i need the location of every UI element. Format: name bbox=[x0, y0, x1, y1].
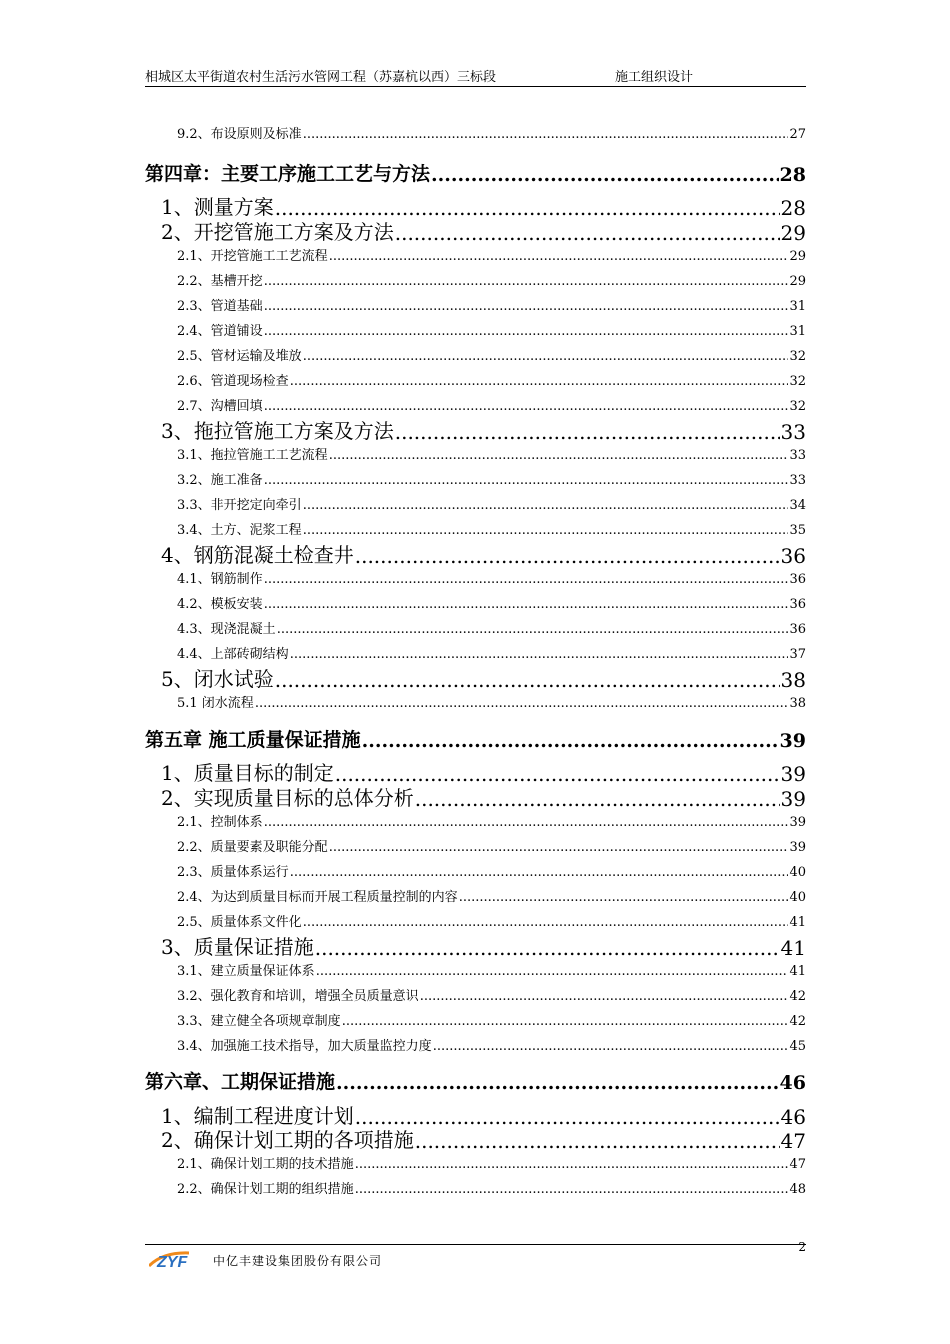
toc-entry[interactable] bbox=[145, 1154, 806, 1172]
header-project-title: 相城区太平街道农村生活污水管网工程（苏嘉杭以西）三标段 bbox=[145, 70, 497, 85]
toc-entry-page: 33 bbox=[789, 448, 806, 463]
toc-entry[interactable] bbox=[145, 396, 806, 414]
toc-dot-leader bbox=[395, 420, 780, 444]
toc-entry-title: 3.2、施工准备 bbox=[177, 473, 263, 488]
toc-entry-page: 28 bbox=[779, 164, 806, 186]
toc-entry-title: 2.2、基槽开挖 bbox=[177, 274, 263, 289]
toc-entry-page: 48 bbox=[789, 1182, 806, 1197]
toc-entry[interactable] bbox=[145, 594, 806, 612]
toc-entry-page: 45 bbox=[789, 1039, 806, 1054]
toc-entry-page: 39 bbox=[780, 762, 806, 786]
toc-dot-leader bbox=[355, 1182, 789, 1197]
toc-entry[interactable] bbox=[145, 961, 806, 979]
toc-entry-page: 29 bbox=[780, 221, 806, 245]
toc-entry-title: 2.5、管材运输及堆放 bbox=[177, 349, 302, 364]
toc-entry[interactable] bbox=[145, 1179, 806, 1197]
header-document-type: 施工组织设计 bbox=[615, 70, 694, 85]
toc-dot-leader bbox=[275, 668, 780, 692]
toc-entry[interactable] bbox=[145, 693, 806, 711]
toc-dot-leader bbox=[433, 1039, 789, 1054]
toc-dot-leader bbox=[329, 448, 789, 463]
toc-entry-title: 2.7、沟槽回填 bbox=[177, 399, 263, 414]
toc-dot-leader bbox=[255, 696, 789, 711]
toc-entry-page: 39 bbox=[780, 787, 806, 811]
toc-dot-leader bbox=[264, 399, 789, 414]
toc-entry-title: 1、质量目标的制定 bbox=[161, 761, 334, 785]
toc-entry-title: 2.2、确保计划工期的组织措施 bbox=[177, 1182, 354, 1197]
toc-dot-leader bbox=[264, 299, 789, 314]
toc-entry-page: 31 bbox=[789, 324, 806, 339]
toc-entry-title: 5.1 闭水流程 bbox=[177, 696, 254, 711]
toc-dot-leader bbox=[264, 473, 789, 488]
toc-entry-title: 2、实现质量目标的总体分析 bbox=[161, 786, 414, 810]
toc-entry-page: 46 bbox=[779, 1072, 806, 1094]
toc-entry[interactable] bbox=[145, 418, 806, 444]
toc-entry[interactable] bbox=[145, 219, 806, 245]
toc-entry-page: 38 bbox=[789, 696, 806, 711]
toc-entry[interactable] bbox=[145, 1011, 806, 1029]
toc-entry-title: 1、编制工程进度计划 bbox=[161, 1104, 354, 1128]
toc-dot-leader bbox=[303, 523, 789, 538]
toc-entry-page: 36 bbox=[780, 544, 806, 568]
toc-entry-title: 4.1、钢筋制作 bbox=[177, 572, 263, 587]
toc-entry-title: 4.3、现浇混凝土 bbox=[177, 622, 276, 637]
toc-entry-title: 2.2、质量要素及职能分配 bbox=[177, 840, 328, 855]
toc-dot-leader bbox=[415, 787, 780, 811]
toc-entry-title: 4.2、模板安装 bbox=[177, 597, 263, 612]
toc-dot-leader bbox=[329, 249, 789, 264]
toc-entry-title: 3、质量保证措施 bbox=[161, 935, 314, 959]
toc-entry-page: 31 bbox=[789, 299, 806, 314]
toc-entry[interactable] bbox=[145, 346, 806, 364]
toc-entry-title: 第五章 施工质量保证措施 bbox=[145, 729, 361, 751]
toc-dot-leader bbox=[415, 1129, 780, 1153]
toc-entry[interactable] bbox=[145, 887, 806, 905]
toc-entry[interactable] bbox=[145, 862, 806, 880]
toc-entry-title: 3.2、强化教育和培训，增强全员质量意识 bbox=[177, 989, 419, 1004]
toc-entry[interactable] bbox=[145, 785, 806, 811]
toc-entry-title: 3.4、土方、泥浆工程 bbox=[177, 523, 302, 538]
toc-dot-leader bbox=[362, 730, 779, 752]
toc-dot-leader bbox=[395, 221, 780, 245]
toc-entry[interactable] bbox=[145, 619, 806, 637]
toc-dot-leader bbox=[264, 274, 789, 289]
toc-entry-page: 47 bbox=[789, 1157, 806, 1172]
toc-dot-leader bbox=[342, 1014, 789, 1029]
toc-entry[interactable] bbox=[145, 271, 806, 289]
toc-entry[interactable] bbox=[145, 644, 806, 662]
toc-dot-leader bbox=[420, 989, 789, 1004]
toc-entry[interactable] bbox=[145, 321, 806, 339]
toc-entry-title: 2.3、管道基础 bbox=[177, 299, 263, 314]
toc-entry-title: 2.1、开挖管施工工艺流程 bbox=[177, 249, 328, 264]
page-footer bbox=[145, 1240, 806, 1274]
toc-entry-title: 2.3、质量体系运行 bbox=[177, 865, 289, 880]
toc-entry-page: 41 bbox=[789, 964, 806, 979]
footer-company-name: 中亿丰建设集团股份有限公司 bbox=[213, 1254, 383, 1268]
toc-entry-title: 2.1、确保计划工期的技术措施 bbox=[177, 1157, 354, 1172]
toc-entry-title: 2、开挖管施工方案及方法 bbox=[161, 220, 394, 244]
toc-entry-page: 32 bbox=[789, 349, 806, 364]
toc-entry-title: 第四章：主要工序施工工艺与方法 bbox=[145, 163, 431, 185]
toc-entry-title: 3.1、建立质量保证体系 bbox=[177, 964, 315, 979]
toc-entry-page: 27 bbox=[789, 127, 806, 142]
toc-entry-title: 5、闭水试验 bbox=[161, 667, 274, 691]
toc-entry-page: 40 bbox=[789, 890, 806, 905]
svg-text:ZYF: ZYF bbox=[157, 1254, 188, 1270]
page-number: 2 bbox=[798, 1240, 806, 1254]
toc-dot-leader bbox=[329, 840, 789, 855]
footer-rule bbox=[145, 1244, 806, 1245]
toc-dot-leader bbox=[459, 890, 789, 905]
toc-entry[interactable] bbox=[145, 666, 806, 692]
toc-entry[interactable] bbox=[145, 934, 806, 960]
toc-entry[interactable] bbox=[145, 569, 806, 587]
toc-entry-page: 36 bbox=[789, 597, 806, 612]
toc-entry-title: 3.3、建立健全各项规章制度 bbox=[177, 1014, 341, 1029]
toc-entry-page: 28 bbox=[780, 196, 806, 220]
toc-entry-page: 29 bbox=[789, 274, 806, 289]
page-header bbox=[145, 64, 806, 87]
toc-entry-title: 2.5、质量体系文件化 bbox=[177, 915, 302, 930]
toc-entry-title: 2、确保计划工期的各项措施 bbox=[161, 1128, 414, 1152]
toc-dot-leader bbox=[336, 1072, 779, 1094]
toc-entry-page: 46 bbox=[780, 1105, 806, 1129]
toc-dot-leader bbox=[290, 865, 789, 880]
toc-entry-page: 29 bbox=[789, 249, 806, 264]
toc-entry-page: 42 bbox=[789, 1014, 806, 1029]
toc-entry-title: 4.4、上部砖砌结构 bbox=[177, 647, 289, 662]
toc-entry[interactable] bbox=[145, 1068, 806, 1094]
toc-entry-title: 2.4、管道铺设 bbox=[177, 324, 263, 339]
toc-entry[interactable] bbox=[145, 296, 806, 314]
toc-entry[interactable] bbox=[145, 542, 806, 568]
toc-entry-title: 3.3、非开挖定向牵引 bbox=[177, 498, 302, 513]
company-logo-icon bbox=[149, 1250, 207, 1270]
toc-entry-title: 4、钢筋混凝土检查井 bbox=[161, 543, 354, 567]
toc-dot-leader bbox=[355, 1105, 780, 1129]
toc-dot-leader bbox=[316, 964, 789, 979]
toc-entry-page: 36 bbox=[789, 572, 806, 587]
toc-dot-leader bbox=[303, 915, 789, 930]
toc-entry-page: 32 bbox=[789, 399, 806, 414]
toc-dot-leader bbox=[290, 647, 789, 662]
toc-dot-leader bbox=[355, 544, 780, 568]
toc-entry-page: 34 bbox=[789, 498, 806, 513]
toc-entry[interactable] bbox=[145, 1036, 806, 1054]
toc-entry-page: 47 bbox=[780, 1129, 806, 1153]
toc-entry-page: 39 bbox=[779, 730, 806, 752]
toc-entry[interactable] bbox=[145, 124, 806, 142]
toc-entry-page: 35 bbox=[789, 523, 806, 538]
toc-entry-title: 3、拖拉管施工方案及方法 bbox=[161, 419, 394, 443]
toc-dot-leader bbox=[315, 936, 780, 960]
toc-entry-page: 33 bbox=[789, 473, 806, 488]
toc-entry[interactable] bbox=[145, 520, 806, 538]
toc-entry[interactable] bbox=[145, 986, 806, 1004]
toc-entry[interactable] bbox=[145, 1127, 806, 1153]
toc-entry-page: 38 bbox=[780, 668, 806, 692]
toc-dot-leader bbox=[303, 498, 789, 513]
toc-dot-leader bbox=[264, 597, 789, 612]
toc-entry-page: 42 bbox=[789, 989, 806, 1004]
toc-entry-page: 37 bbox=[789, 647, 806, 662]
toc-entry-title: 3.1、拖拉管施工工艺流程 bbox=[177, 448, 328, 463]
toc-entry[interactable] bbox=[145, 160, 806, 186]
toc-entry[interactable] bbox=[145, 726, 806, 752]
toc-dot-leader bbox=[431, 164, 779, 186]
toc-dot-leader bbox=[303, 127, 789, 142]
toc-entry[interactable] bbox=[145, 812, 806, 830]
toc-dot-leader bbox=[290, 374, 789, 389]
toc-entry-title: 9.2、布设原则及标准 bbox=[177, 127, 302, 142]
toc-dot-leader bbox=[303, 349, 789, 364]
toc-entry[interactable] bbox=[145, 837, 806, 855]
toc-entry-title: 2.4、为达到质量目标而开展工程质量控制的内容 bbox=[177, 890, 458, 905]
toc-entry[interactable] bbox=[145, 495, 806, 513]
toc-dot-leader bbox=[264, 324, 789, 339]
toc-entry-page: 41 bbox=[789, 915, 806, 930]
toc-entry[interactable] bbox=[145, 912, 806, 930]
toc-dot-leader bbox=[355, 1157, 789, 1172]
toc-entry-title: 2.6、管道现场检查 bbox=[177, 374, 289, 389]
toc-entry[interactable] bbox=[145, 371, 806, 389]
toc-entry-page: 33 bbox=[780, 420, 806, 444]
toc-entry-page: 32 bbox=[789, 374, 806, 389]
toc-entry-title: 3.4、加强施工技术指导，加大质量监控力度 bbox=[177, 1039, 432, 1054]
toc-entry-page: 36 bbox=[789, 622, 806, 637]
toc-dot-leader bbox=[264, 815, 789, 830]
toc-entry-page: 39 bbox=[789, 840, 806, 855]
toc-entry[interactable] bbox=[145, 445, 806, 463]
toc-entry-page: 41 bbox=[780, 936, 806, 960]
toc-dot-leader bbox=[264, 572, 789, 587]
toc-entry-title: 第六章、工期保证措施 bbox=[145, 1071, 336, 1093]
toc-entry[interactable] bbox=[145, 246, 806, 264]
toc-entry-title: 2.1、控制体系 bbox=[177, 815, 263, 830]
toc-dot-leader bbox=[277, 622, 789, 637]
toc-entry-page: 39 bbox=[789, 815, 806, 830]
toc-entry[interactable] bbox=[145, 470, 806, 488]
toc-entry-page: 40 bbox=[789, 865, 806, 880]
toc-entry-title: 1、测量方案 bbox=[161, 195, 274, 219]
